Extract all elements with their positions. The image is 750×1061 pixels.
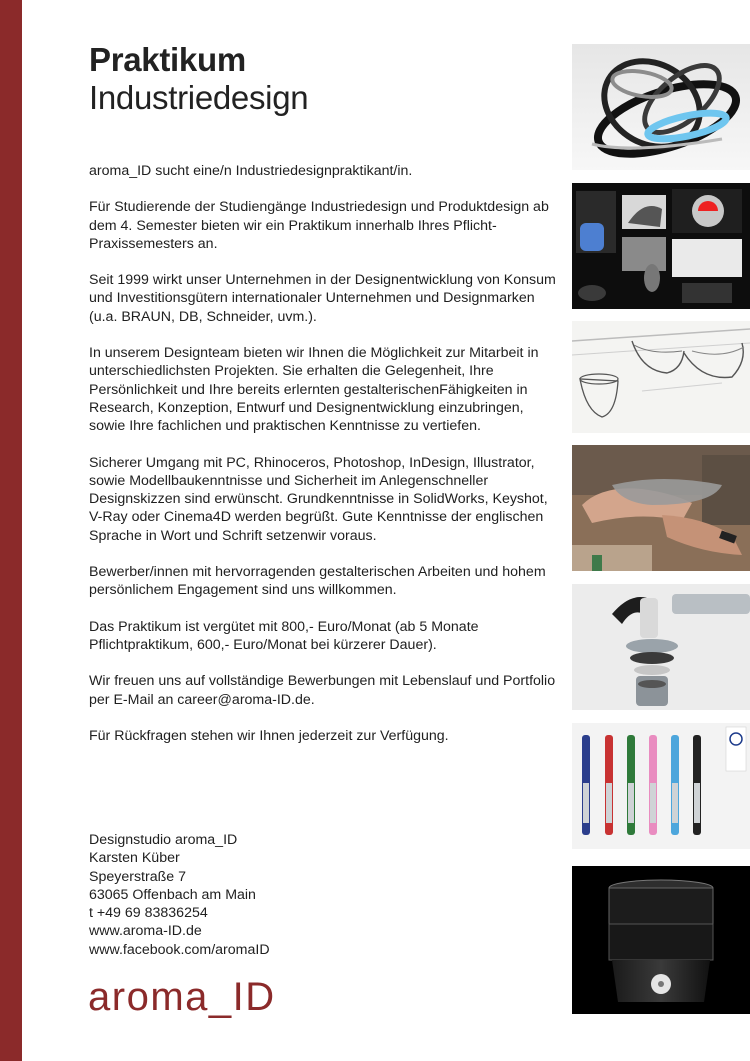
- contact-phone: t +49 69 83836254: [89, 905, 208, 922]
- left-accent-bar: [0, 0, 22, 1061]
- contact-street: Speyerstraße 7: [89, 868, 186, 885]
- heading: [89, 40, 559, 116]
- aroma-id-logo: aroma_ID: [88, 975, 276, 1019]
- application-paragraph: Wir freuen uns auf vollständige Bewerbungen mit Lebenslauf und Portfolio per E-Mail an career@aroma-ID.de.: [89, 673, 556, 708]
- company-paragraph: Seit 1999 wirkt unser Unternehmen in der Designentwicklung von Konsum und Investitionsgütern internationaler Unternehmen und Designmarken (u.a. BRAUN, DB, Schneider, uvm.).: [89, 272, 556, 325]
- sculpture-image: [572, 44, 750, 170]
- steamer-product-image: [572, 866, 750, 1014]
- contact-city: 63065 Offenbach am Main: [89, 886, 256, 903]
- contact-company: Designstudio aroma_ID: [89, 832, 238, 848]
- exploded-view-image: [572, 584, 750, 710]
- pens-image: [572, 723, 750, 849]
- applicants-paragraph: Bewerber/innen mit hervorragenden gestalterischen Arbeiten und hohem persönlichem Engagement sind uns willkommen.: [89, 564, 546, 599]
- page-title: Praktikum: [89, 41, 246, 78]
- contact-facebook-link[interactable]: www.facebook.com/aromaID: [89, 941, 270, 958]
- job-description: [89, 162, 559, 763]
- team-paragraph: In unserem Designteam bieten wir Ihnen die Möglichkeit zur Mitarbeit in unterschiedlichsten Projekten. Sie erhalten die Gelegenheit, Ihre Persönlichkeit und Ihre bereits erlernten gestalterischenFähigkeiten in Research, Konzeption, Entwurf und Designentwicklung einzubringen, sowie Ihre fachlichen und praktischen Kenntnisse zu vertiefen.: [89, 345, 539, 435]
- contact-website-link[interactable]: www.aroma-ID.de: [89, 923, 202, 940]
- salary-paragraph: Das Praktikum ist vergütet mit 800,- Euro/Monat (ab 5 Monate Pflichtpraktikum, 600,- Euro/Monat bei kürzerer Dauer).: [89, 618, 479, 653]
- skills-paragraph: Sicherer Umgang mit PC, Rhinoceros, Photoshop, InDesign, Illustrator, sowie Modellbaukenntnisse und Sicherheit im Anlegenschneller Designskizzen sind erwünscht. Grundkenntnisse in SolidWorks, Keyshot, V-Ray oder Cinema4D werden begrüßt. Gute Kenntnisse der englischen Sprache in Wort und Schrift setzenwir voraus.: [89, 454, 548, 544]
- contact-block: [89, 831, 389, 959]
- target-group-paragraph: Für Studierende der Studiengänge Industriedesign und Produktdesign ab dem 4. Semester bieten wir ein Praktikum innerhalb Ihres Pflicht-Praxissemesters an.: [89, 199, 549, 252]
- intro-paragraph: aroma_ID sucht eine/n Industriedesignpraktikant/in.: [89, 163, 413, 179]
- contact-person: Karsten Küber: [89, 850, 180, 867]
- hands-model-image: [572, 445, 750, 571]
- design-sketch-image: [572, 321, 750, 433]
- product-renders-image: [572, 183, 750, 309]
- questions-paragraph: Für Rückfragen stehen wir Ihnen jederzeit zur Verfügung.: [89, 727, 449, 744]
- page-subtitle: Industriedesign: [89, 79, 309, 116]
